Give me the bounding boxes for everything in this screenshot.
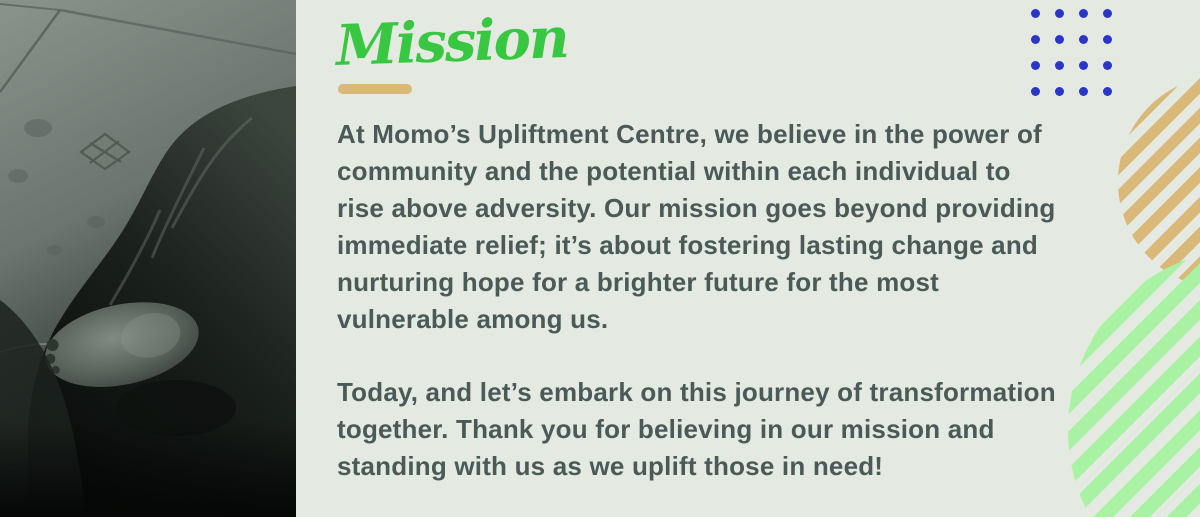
- dot: [1103, 61, 1112, 70]
- dot: [1031, 35, 1040, 44]
- dot: [1031, 61, 1040, 70]
- mission-text: [337, 116, 1059, 485]
- dot: [1103, 9, 1112, 18]
- photo-person-lying-on-pavement: [0, 0, 296, 517]
- dot: [1103, 87, 1112, 96]
- page-title: Mission: [334, 4, 569, 79]
- content-area: [334, 4, 1067, 485]
- dot: [1055, 35, 1064, 44]
- dot: [1079, 9, 1088, 18]
- dot: [1031, 87, 1040, 96]
- dot: [1055, 9, 1064, 18]
- title-underline-decoration: [338, 84, 412, 94]
- striped-circle-green-decoration: [1068, 248, 1200, 517]
- dot: [1079, 87, 1088, 96]
- dot: [1079, 35, 1088, 44]
- photo-illustration: [0, 0, 296, 517]
- mission-paragraph-2: Today, and let’s embark on this journey of transformation together. Thank you for believing in our mission and standing with us as we uplift those in need!: [337, 377, 1056, 481]
- dot: [1103, 35, 1112, 44]
- mission-paragraph-1: At Momo’s Upliftment Centre, we believe in the power of community and the potential within each individual to rise above adversity. Our mission goes beyond providing immediate relief; it’s about fostering lasting change and nurturing hope for a brighter future for the most vulnerable among us.: [337, 119, 1056, 334]
- dot: [1031, 9, 1040, 18]
- dot: [1055, 61, 1064, 70]
- dot: [1055, 87, 1064, 96]
- dots-grid-decoration: [1031, 9, 1112, 96]
- dot: [1079, 61, 1088, 70]
